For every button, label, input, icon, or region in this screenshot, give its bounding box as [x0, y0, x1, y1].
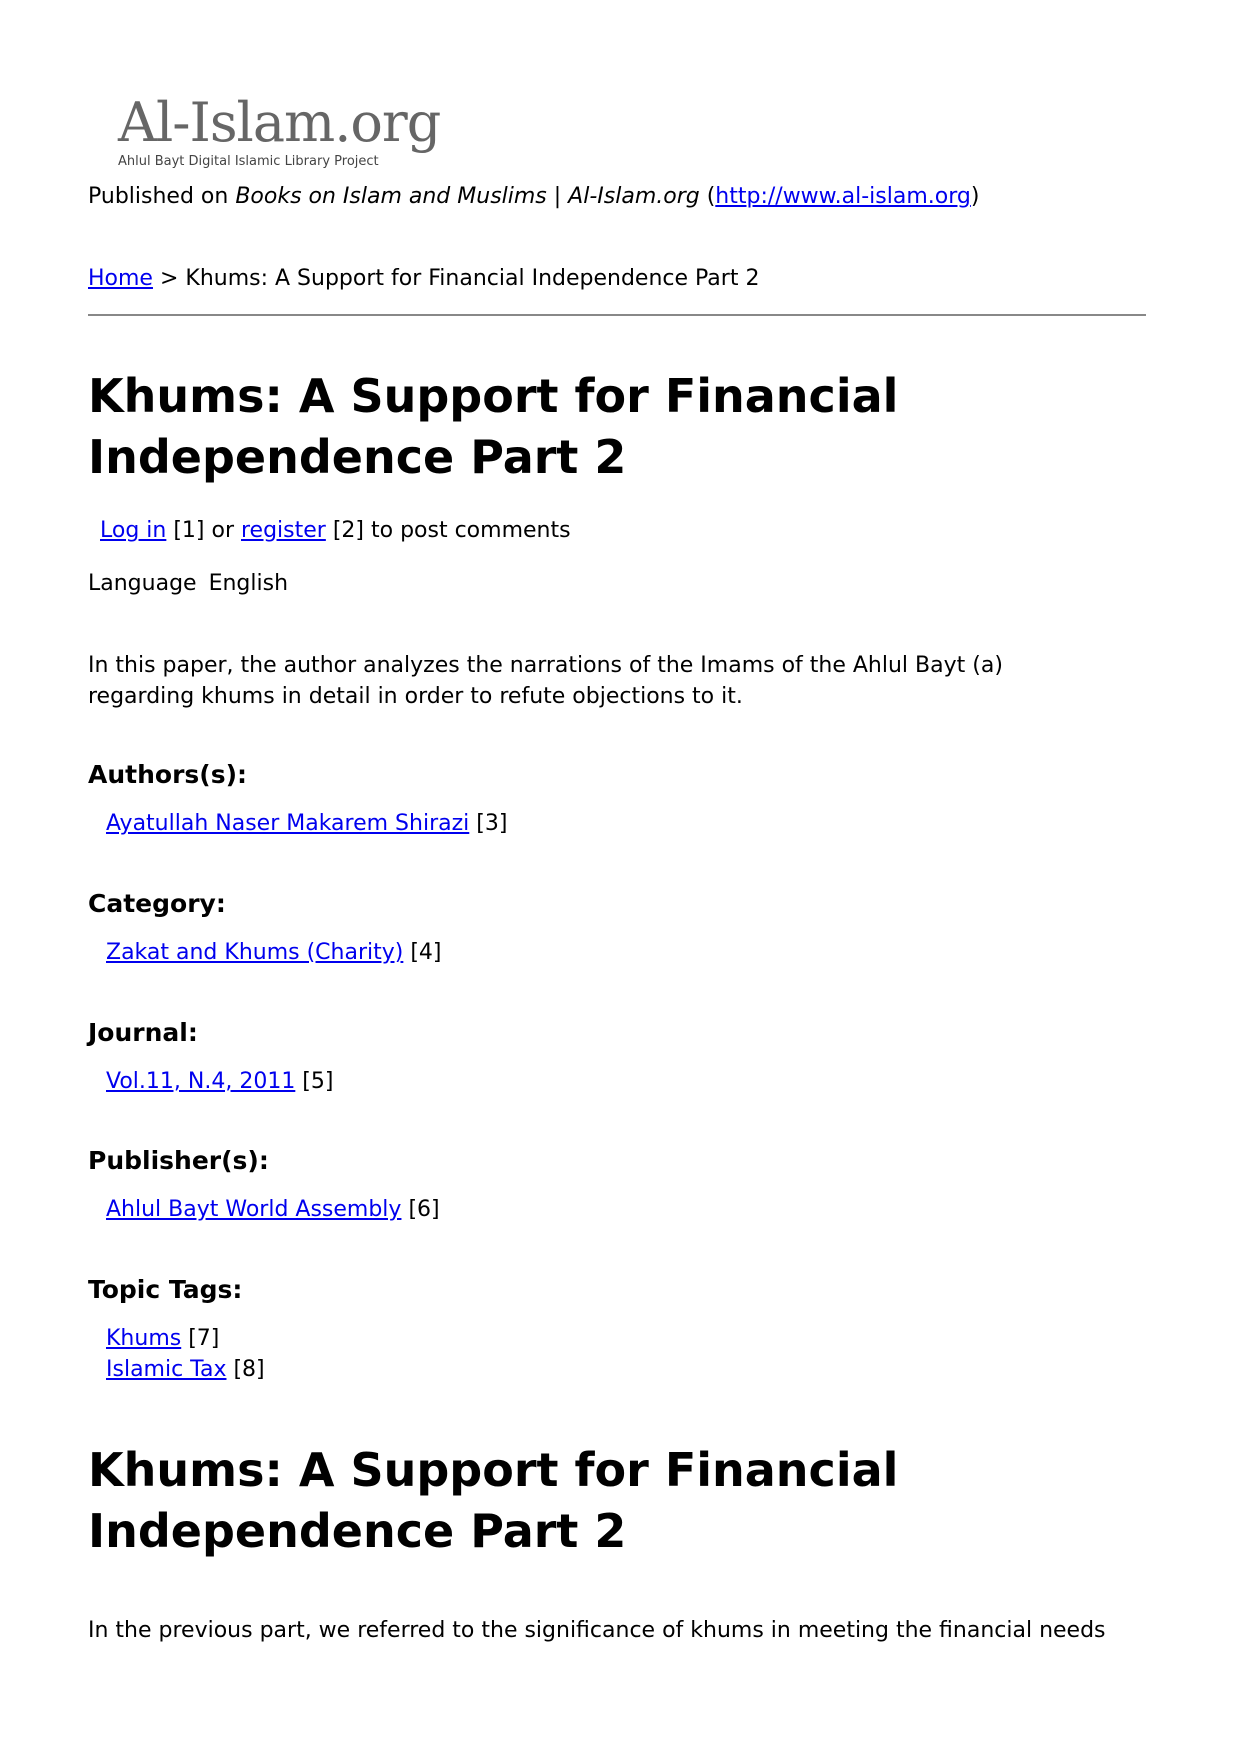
topic-tag-ref: [7] — [181, 1326, 220, 1351]
author-link[interactable]: Ayatullah Naser Makarem Shirazi — [106, 811, 470, 836]
author-ref: [3] — [469, 811, 508, 836]
topic-tag-item — [106, 1323, 219, 1354]
logo-tagline: Ahlul Bayt Digital Islamic Library Project — [118, 154, 379, 169]
summary-text: In this paper, the author analyzes the narrations of the Imams of the Ahlul Bayt (a) regarding khums in detail in order to refute objections to it. — [88, 653, 1003, 709]
page-title: Khums: A Support for Financial Independence Part 2 — [88, 369, 899, 484]
login-link[interactable]: Log in — [100, 518, 167, 543]
header-divider — [88, 314, 1146, 316]
journal-heading: Journal: — [88, 1018, 198, 1047]
site-logo[interactable] — [118, 92, 478, 180]
category-item — [106, 937, 442, 968]
journal-item — [106, 1066, 333, 1097]
logo-wordmark: Al-Islam.org — [118, 91, 441, 154]
paren-open: ( — [699, 184, 716, 209]
topic-tag-link-khums[interactable]: Khums — [106, 1326, 182, 1351]
language-field — [88, 571, 288, 596]
publisher-link[interactable]: Ahlul Bayt World Assembly — [106, 1197, 402, 1222]
site-name: Books on Islam and Muslims | Al-Islam.org — [235, 184, 700, 209]
topic-tag-item — [106, 1354, 265, 1385]
topic-tag-link-islamic-tax[interactable]: Islamic Tax — [106, 1357, 227, 1382]
login-line — [100, 518, 571, 543]
site-url-link[interactable]: http://www.al-islam.org — [715, 184, 971, 209]
authors-heading: Authors(s): — [88, 760, 248, 789]
breadcrumb-home-link[interactable]: Home — [88, 266, 153, 291]
journal-ref: [5] — [295, 1069, 334, 1094]
category-heading: Category: — [88, 889, 226, 918]
topic-tags-heading: Topic Tags: — [88, 1275, 243, 1304]
breadcrumb-current: Khums: A Support for Financial Independence Part 2 — [185, 266, 760, 291]
publisher-item — [106, 1194, 440, 1225]
published-line — [88, 184, 979, 209]
author-item — [106, 808, 507, 839]
language-value: English — [208, 571, 289, 596]
content-title: Khums: A Support for Financial Independence Part 2 — [88, 1443, 899, 1558]
publisher-ref: [6] — [401, 1197, 440, 1222]
category-ref: [4] — [403, 940, 442, 965]
login-ref: [1] or — [166, 518, 241, 543]
breadcrumb-separator: > — [152, 266, 186, 291]
language-label: Language — [88, 571, 197, 596]
category-link[interactable]: Zakat and Khums (Charity) — [106, 940, 404, 965]
topic-tag-ref: [8] — [226, 1357, 265, 1382]
publishers-heading: Publisher(s): — [88, 1146, 269, 1175]
paren-close: ) — [970, 184, 980, 209]
journal-link[interactable]: Vol.11, N.4, 2011 — [106, 1069, 296, 1094]
register-ref: [2] to post comments — [325, 518, 571, 543]
body-paragraph: In the previous part, we referred to the significance of khums in meeting the financial needs — [88, 1618, 1106, 1643]
register-link[interactable]: register — [241, 518, 326, 543]
breadcrumb — [88, 266, 759, 291]
published-prefix: Published on — [88, 184, 236, 209]
